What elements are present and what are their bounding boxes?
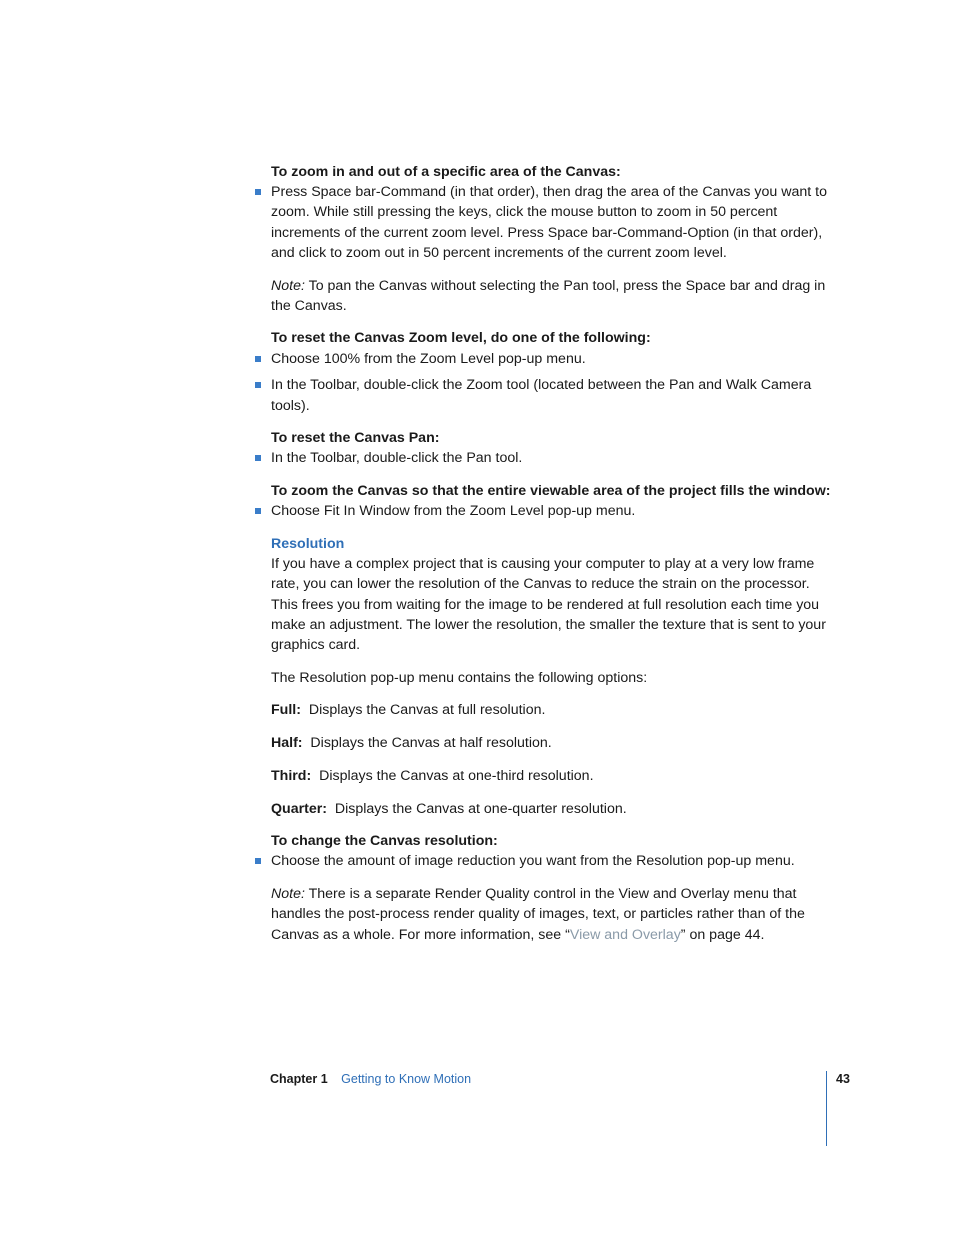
resolution-option [271,733,831,753]
zoom-area-heading: To zoom in and out of a specific area of the Canvas: [271,164,621,180]
list-item [271,501,831,521]
resolution-section-title: Resolution [271,536,345,553]
reset-zoom-bullet-1: Choose 100% from the Zoom Level pop-up menu. [271,350,586,367]
reset-pan-heading: To reset the Canvas Pan: [271,430,440,447]
bullet-square-icon [255,382,261,388]
list-item [271,182,831,263]
reset-pan-bullet: In the Toolbar, double-click the Pan tool. [271,450,523,467]
fit-window-bullet: Choose Fit In Window from the Zoom Level pop-up menu. [271,503,636,520]
bullet-square-icon [255,508,261,514]
resolution-intro: If you have a complex project that is causing your computer to play at a very low frame rate, you can lower the resolution of the Canvas to reduce the strain on the processor. This frees you from waiting for the image to be rendered at full resolution each time you make an adjustment. The lower the resolution, the smaller the texture that is sent to your graphics card. [271,556,826,654]
footer-divider [826,1071,827,1146]
list-item [271,448,831,468]
bullet-square-icon [255,858,261,864]
note-text: To pan the Canvas without selecting the Pan tool, press the Space bar and drag in the Canvas. [271,277,826,314]
reset-zoom-bullet-2: In the Toolbar, double-click the Zoom tool (located between the Pan and Walk Camera tools). [271,377,812,414]
page-number: 43 [836,1072,850,1086]
option-desc: Displays the Canvas at full resolution. [308,702,546,719]
resolution-option [271,700,831,720]
zoom-area-bullet-text: Press Space bar-Command (in that order), then drag the area of the Canvas you want to zoom. While still pressing the keys, click the mouse button to zoom in 50 percent increments of the current zoom level. Press Space bar-Command-Option (in that order), and click to zoom out in 50 percent increments of the current zoom level. [271,184,827,261]
option-desc: Displays the Canvas at one-third resolution. [319,767,594,784]
bullet-square-icon [255,455,261,461]
page-content [271,162,831,957]
option-desc: Displays the Canvas at one-quarter resolution. [334,800,627,817]
note-text: There is a separate Render Quality control in the View and Overlay menu that handles the post-process render quality of images, text, or particles rather than of the Canvas as a whole. For more information, see “ [271,886,805,943]
option-desc: Displays the Canvas at half resolution. [310,735,552,752]
reset-zoom-heading: To reset the Canvas Zoom level, do one of the following: [271,330,651,347]
view-and-overlay-link[interactable]: View and Overlay [569,926,681,943]
list-item [271,375,831,415]
bullet-square-icon [255,356,261,362]
chapter-label: Chapter 1 [270,1072,328,1086]
note [271,884,831,945]
note-label: Note: [271,277,305,294]
resolution-option [271,766,831,786]
option-term: Full: [271,702,301,719]
change-resolution-heading: To change the Canvas resolution: [271,833,498,850]
resolution-options-intro: The Resolution pop-up menu contains the following options: [271,669,648,686]
bullet-square-icon [255,189,261,195]
option-term: Third: [271,767,312,784]
list-item [271,349,831,369]
fit-window-heading: To zoom the Canvas so that the entire viewable area of the project fills the window: [271,483,831,500]
resolution-option [271,799,831,819]
chapter-title-link[interactable]: Getting to Know Motion [341,1072,472,1086]
option-term: Quarter: [271,800,327,817]
note-label: Note: [271,886,305,903]
option-term: Half: [271,735,303,752]
change-resolution-bullet: Choose the amount of image reduction you want from the Resolution pop-up menu. [271,853,795,870]
note [271,276,831,316]
note-text-after: ” on page 44. [680,926,765,943]
footer [270,1072,471,1086]
list-item [271,851,831,871]
